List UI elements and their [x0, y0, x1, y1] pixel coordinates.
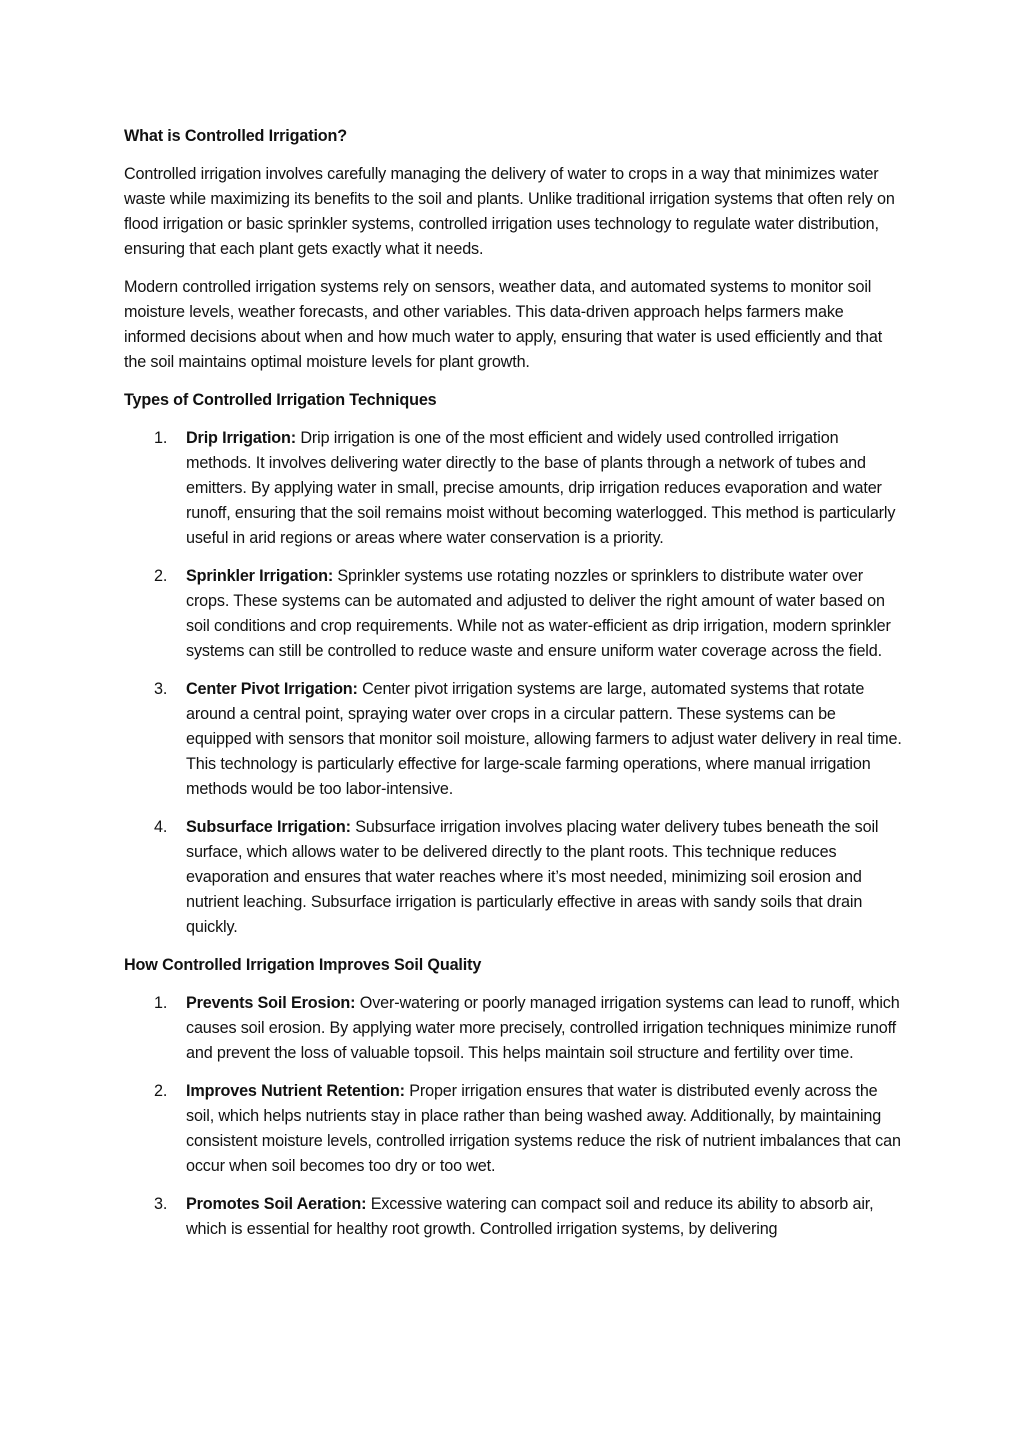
types-list [124, 426, 902, 940]
list-term: Sprinkler Irrigation: [186, 567, 334, 585]
list-text: Over-watering or poorly managed irrigation systems can lead to runoff, which causes soil erosion. By applying water more precisely, controlled irrigation techniques minimize runoff and prevent the loss of valuable topsoil. This helps maintain soil structure and fertility over time. [186, 994, 900, 1062]
list-item [124, 1079, 902, 1179]
list-term: Promotes Soil Aeration: [186, 1195, 367, 1213]
list-item [124, 677, 902, 802]
list-text: Proper irrigation ensures that water is distributed evenly across the soil, which helps nutrients stay in place rather than being washed away. Additionally, by maintaining consistent moisture levels, controlled irrigation systems reduce the risk of nutrient imbalances that can occur when soil becomes too dry or too wet. [186, 1082, 901, 1175]
list-term: Subsurface Irrigation: [186, 818, 351, 836]
list-text: Sprinkler systems use rotating nozzles or sprinklers to distribute water over crops. These systems can be automated and adjusted to deliver the right amount of water based on soil conditions and crop requirements. While not as water-efficient as drip irrigation, modern sprinkler systems can still be controlled to reduce waste and ensure uniform water coverage across the field. [186, 567, 891, 660]
paragraph-modern-systems: Modern controlled irrigation systems rely on sensors, weather data, and automated systems to monitor soil moisture levels, weather forecasts, and other variables. This data-driven approach helps farmers make informed decisions about when and how much water to apply, ensuring that water is used efficiently and that the soil maintains optimal moisture levels for plant growth. [124, 278, 883, 371]
document-page [124, 124, 902, 1255]
list-text: Center pivot irrigation systems are large, automated systems that rotate around a central point, spraying water over crops in a circular pattern. These systems can be equipped with sensors that monitor soil moisture, allowing farmers to adjust water delivery in real time. This technology is particularly effective for large-scale farming operations, where manual irrigation methods would be too labor-intensive. [186, 680, 902, 798]
list-number: 3. [154, 1195, 168, 1213]
list-text: Excessive watering can compact soil and reduce its ability to absorb air, which is essential for healthy root growth. Controlled irrigation systems, by delivering [186, 1195, 874, 1238]
list-number: 2. [154, 1082, 168, 1100]
list-number: 1. [154, 429, 168, 447]
section-heading-soil-quality: How Controlled Irrigation Improves Soil Quality [124, 956, 482, 974]
list-term: Drip Irrigation: [186, 429, 297, 447]
list-item [124, 564, 902, 664]
section-heading-types: Types of Controlled Irrigation Techniques [124, 391, 437, 409]
list-item [124, 1192, 902, 1242]
list-item [124, 426, 902, 551]
list-number: 4. [154, 818, 168, 836]
paragraph-intro: Controlled irrigation involves carefully managing the delivery of water to crops in a way that minimizes water waste while maximizing its benefits to the soil and plants. Unlike traditional irrigation systems that often rely on flood irrigation or basic sprinkler systems, controlled irrigation uses technology to regulate water distribution, ensuring that each plant gets exactly what it needs. [124, 165, 895, 258]
list-item [124, 815, 902, 940]
list-item [124, 991, 902, 1066]
list-term: Improves Nutrient Retention: [186, 1082, 405, 1100]
list-term: Center Pivot Irrigation: [186, 680, 358, 698]
list-number: 3. [154, 680, 168, 698]
list-text: Subsurface irrigation involves placing water delivery tubes beneath the soil surface, which allows water to be delivered directly to the plant roots. This technique reduces evaporation and ensures that water reaches where it’s most needed, minimizing soil erosion and nutrient leaching. Subsurface irrigation is particularly effective in areas with sandy soils that drain quickly. [186, 818, 879, 936]
list-number: 2. [154, 567, 168, 585]
section-heading-what-is: What is Controlled Irrigation? [124, 127, 348, 145]
list-number: 1. [154, 994, 168, 1012]
benefits-list [124, 991, 902, 1242]
list-text: Drip irrigation is one of the most efficient and widely used controlled irrigation methods. It involves delivering water directly to the base of plants through a network of tubes and emitters. By applying water in small, precise amounts, drip irrigation reduces evaporation and water runoff, ensuring that the soil remains moist without becoming waterlogged. This method is particularly useful in arid regions or areas where water conservation is a priority. [186, 429, 896, 547]
list-term: Prevents Soil Erosion: [186, 994, 356, 1012]
